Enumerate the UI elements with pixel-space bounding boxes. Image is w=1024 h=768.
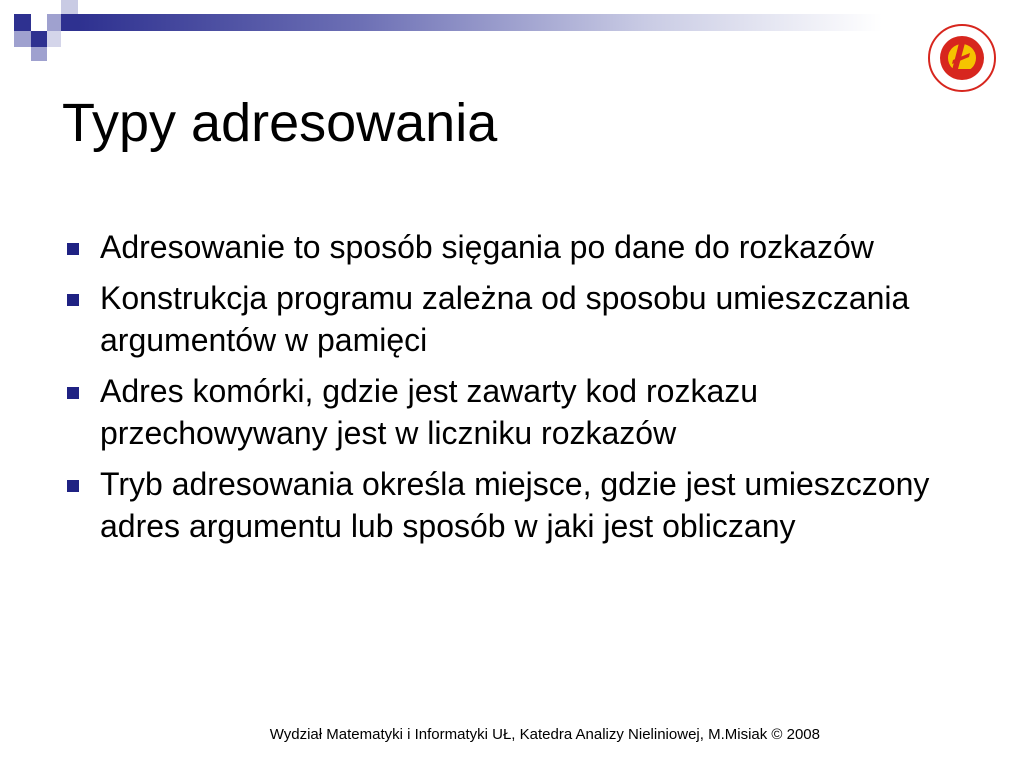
list-item <box>62 277 982 361</box>
bullet-text: Konstrukcja programu zależna od sposobu umieszczania argumentów w pamięci <box>100 280 910 358</box>
deco-square <box>47 14 61 31</box>
bullet-text: Adres komórki, gdzie jest zawarty kod rozkazu przechowywany jest w liczniku rozkazów <box>100 373 759 451</box>
deco-square <box>14 31 31 47</box>
deco-square <box>31 31 47 47</box>
square-bullet-icon <box>67 294 79 306</box>
deco-square <box>31 47 47 61</box>
deco-square <box>61 14 78 31</box>
deco-square <box>61 0 78 14</box>
header-gradient-bar <box>78 14 1024 31</box>
university-logo <box>922 22 1002 94</box>
square-bullet-icon <box>67 480 79 492</box>
square-bullet-icon <box>67 243 79 255</box>
deco-square <box>47 31 61 47</box>
footer-text: Wydział Matematyki i Informatyki UŁ, Katedra Analizy Nieliniowej, M.Misiak © 2008 <box>269 726 820 743</box>
bullet-text: Adresowanie to sposób sięgania po dane do rozkazów <box>100 229 874 265</box>
list-item <box>62 370 982 454</box>
list-item <box>62 226 982 268</box>
slide-title: Typy adresowania <box>62 93 498 153</box>
bullet-text: Tryb adresowania określa miejsce, gdzie jest umieszczony adres argumentu lub sposób w jaki jest obliczany <box>100 466 930 544</box>
bullet-list <box>62 226 982 556</box>
list-item <box>62 463 982 547</box>
deco-square <box>14 14 31 31</box>
header-decoration <box>0 0 1024 70</box>
square-bullet-icon <box>67 387 79 399</box>
deco-square <box>31 14 47 31</box>
slide-footer <box>0 726 1014 743</box>
